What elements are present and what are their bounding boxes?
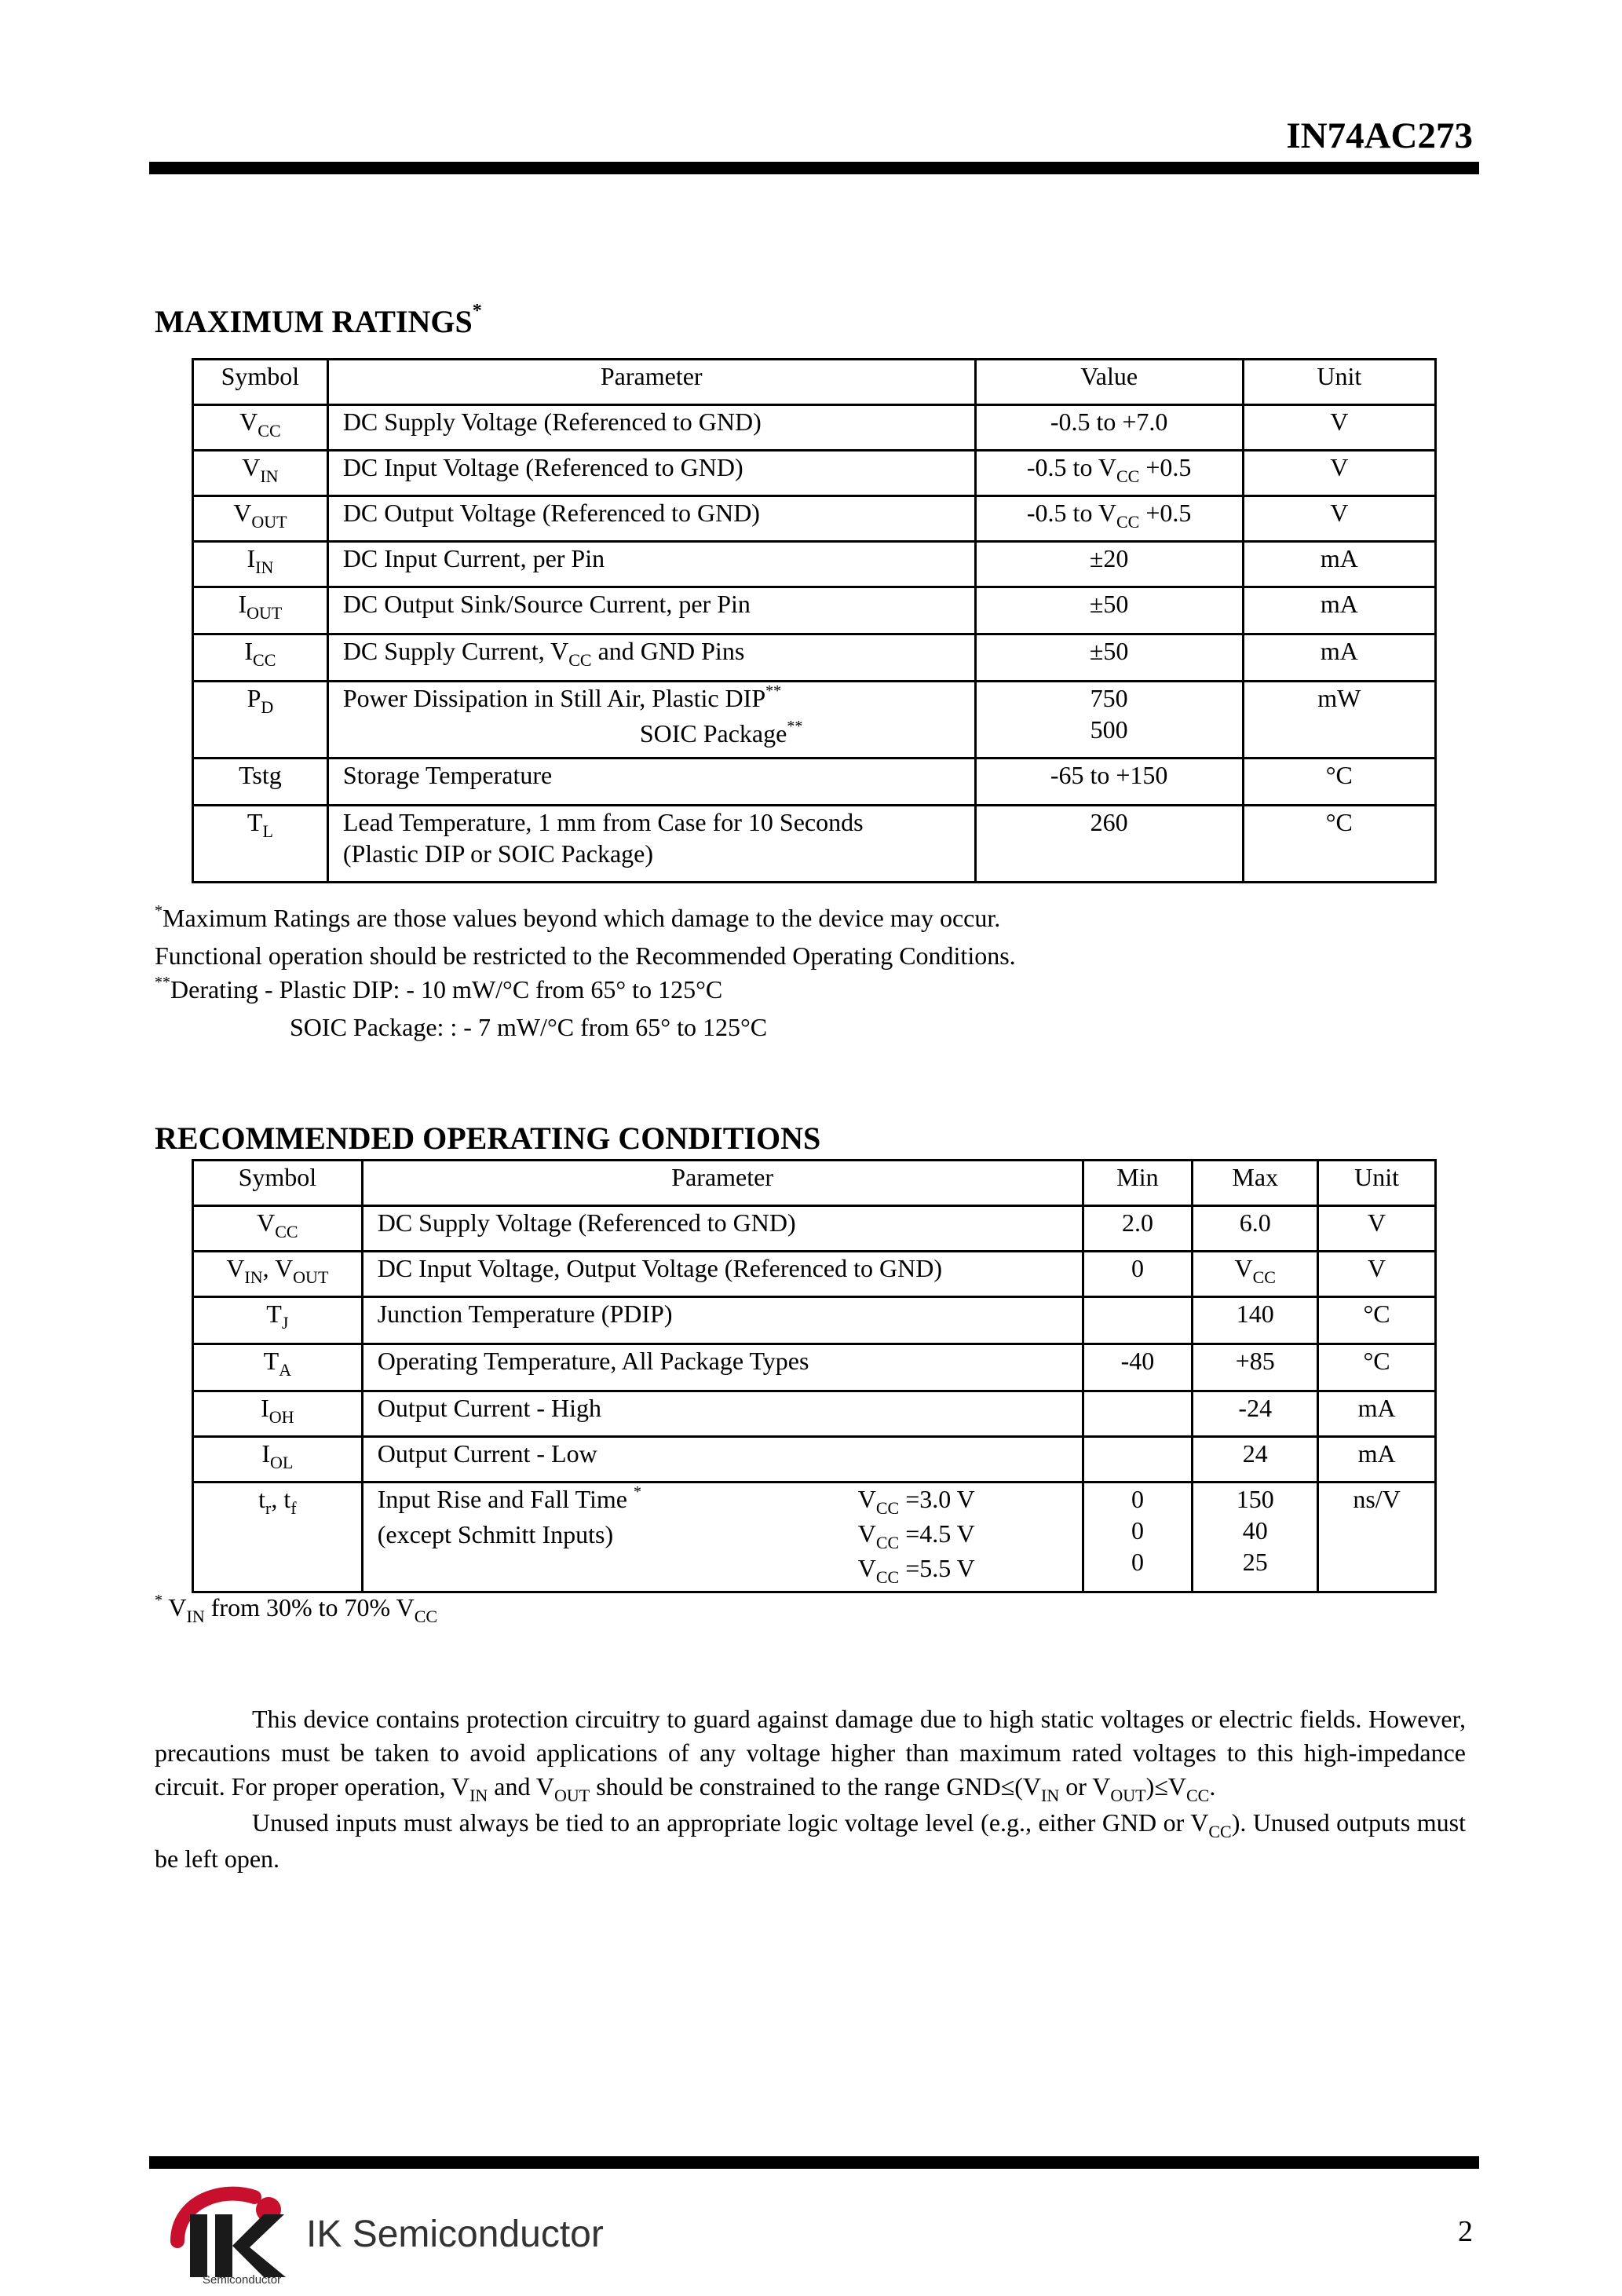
symbol-cell: [193, 1483, 363, 1592]
parameter-cell: [327, 682, 975, 759]
footer-rule: [149, 2156, 1479, 2169]
footnote-mark: **: [787, 718, 803, 735]
value-text: -0.5 to V: [1026, 499, 1116, 527]
table-row: [193, 1206, 1436, 1252]
table-header-row: [193, 1161, 1436, 1206]
symbol: P: [247, 684, 261, 712]
value-cell: [975, 496, 1243, 542]
symbol-cell: Tstg: [193, 759, 328, 806]
table-row: [193, 496, 1436, 542]
col-header: Value: [975, 360, 1243, 405]
parameter-line: (Plastic DIP or SOIC Package): [342, 839, 653, 868]
parameter-cell: DC Supply Voltage (Referenced to GND): [327, 405, 975, 451]
symbol-cell: [193, 496, 328, 542]
condition-subscript: CC: [875, 1567, 900, 1587]
min-cell: [1083, 1437, 1193, 1483]
value-line: 500: [1090, 715, 1128, 744]
parameter-text: SOIC Package: [639, 719, 787, 748]
note-text: Derating - Plastic DIP: - 10 mW/°C from 65° to 125°C: [170, 975, 723, 1004]
parameter-cell: [327, 634, 975, 682]
unit-cell: °C: [1318, 1297, 1436, 1344]
value-text: +0.5: [1139, 453, 1192, 481]
unit-cell: V: [1243, 496, 1435, 542]
symbol-subscript: IN: [260, 466, 279, 486]
col-header: Max: [1193, 1161, 1318, 1206]
min-line: 0: [1131, 1485, 1144, 1513]
parameter-cell: [362, 1483, 1083, 1592]
logo-i-shape: [190, 2214, 207, 2277]
parameter-cell: Output Current - Low: [362, 1437, 1083, 1483]
condition-subscript: CC: [875, 1498, 900, 1518]
symbol-cell: [193, 682, 328, 759]
max-cell: -24: [1193, 1391, 1318, 1437]
symbol-subscript: r: [265, 1498, 272, 1518]
unit-cell: mA: [1318, 1391, 1436, 1437]
symbol: V: [233, 499, 252, 527]
symbol-cell: [193, 1437, 363, 1483]
condition-subscript: CC: [875, 1533, 900, 1552]
parameter-cell: DC Input Current, per Pin: [327, 542, 975, 587]
unit-cell: °C: [1243, 759, 1435, 806]
symbol-subscript: A: [279, 1360, 292, 1380]
max-ratings-title-mark: *: [472, 301, 482, 321]
max-cell: 6.0: [1193, 1206, 1318, 1252]
symbol: T: [263, 1347, 279, 1375]
unit-cell: V: [1243, 451, 1435, 496]
note-line: SOIC Package: : - 7 mW/°C from 65° to 125°C: [290, 1013, 768, 1041]
max-line: 25: [1242, 1548, 1268, 1576]
value-subscript: CC: [1116, 466, 1140, 486]
table-row: [193, 542, 1436, 587]
condition-item: [858, 1552, 975, 1587]
table-row: [193, 1297, 1436, 1344]
paragraph-subscript: IN: [469, 1786, 488, 1805]
parameter-text: Input Rise and Fall Time: [377, 1485, 627, 1513]
roc-table: [192, 1159, 1437, 1593]
symbol-subscript: OUT: [251, 512, 287, 532]
parameter-cell: DC Supply Voltage (Referenced to GND): [362, 1206, 1083, 1252]
paragraph-text: Unused inputs must always be tied to an appropriate logic voltage level (e.g., either GND or V: [252, 1808, 1209, 1837]
symbol: I: [244, 637, 254, 665]
parameter-cell: Operating Temperature, All Package Types: [362, 1344, 1083, 1391]
symbol-cell: [193, 542, 328, 587]
page-number: 2: [1458, 2215, 1473, 2248]
table-row: [193, 759, 1436, 806]
symbol-cell: [193, 1297, 363, 1344]
logo-k-stem-shape: [215, 2214, 232, 2277]
note-line: Functional operation should be restricted to the Recommended Operating Conditions.: [155, 941, 1016, 970]
col-header: Unit: [1318, 1161, 1436, 1206]
paragraph-subscript: CC: [1208, 1822, 1232, 1841]
max-cell: 140: [1193, 1297, 1318, 1344]
symbol-cell: [193, 634, 328, 682]
col-header: Symbol: [193, 1161, 363, 1206]
header-rule: [149, 162, 1479, 174]
value-cell: [975, 682, 1243, 759]
unit-cell: mA: [1243, 587, 1435, 634]
symbol-cell: [193, 1344, 363, 1391]
roc-note: [155, 1591, 437, 1629]
value-cell: [975, 451, 1243, 496]
note-text: V: [163, 1593, 187, 1621]
min-cell: 0: [1083, 1252, 1193, 1297]
symbol: , t: [271, 1485, 291, 1513]
symbol: I: [247, 544, 256, 572]
condition-text: =5.5 V: [899, 1554, 975, 1582]
symbol-subscript: OH: [269, 1407, 294, 1427]
unit-cell: V: [1318, 1252, 1436, 1297]
parameter-text: DC Supply Current, V: [342, 637, 569, 665]
symbol-subscript: CC: [258, 421, 281, 441]
parameter-line: [343, 682, 965, 718]
max-cell: +85: [1193, 1344, 1318, 1391]
symbol: V: [239, 408, 258, 436]
parameter-cell: DC Input Voltage, Output Voltage (Referenced to GND): [362, 1252, 1083, 1297]
unit-cell: °C: [1243, 806, 1435, 883]
condition-item: [858, 1483, 975, 1518]
min-cell: 2.0: [1083, 1206, 1193, 1252]
paragraph-subscript: OUT: [1110, 1786, 1146, 1805]
symbol-subscript: IN: [244, 1267, 263, 1287]
symbol: I: [261, 1439, 271, 1468]
max-cell: [1193, 1483, 1318, 1592]
unit-cell: °C: [1318, 1344, 1436, 1391]
company-logo-subtext: Semiconductor: [203, 2273, 282, 2287]
paragraph-text: )≤V: [1145, 1772, 1186, 1801]
company-logo-text: IK Semiconductor: [306, 2214, 604, 2255]
min-cell: [1083, 1483, 1193, 1592]
max-line: 40: [1242, 1516, 1268, 1545]
value-line: 750: [1090, 684, 1128, 712]
symbol: T: [266, 1300, 282, 1328]
symbol-cell: [193, 587, 328, 634]
footnote-mark: *: [633, 1483, 641, 1501]
paragraph-text: should be constrained to the range GND≤(V: [590, 1772, 1041, 1801]
parameter-cell: Storage Temperature: [327, 759, 975, 806]
max-line: 150: [1236, 1485, 1274, 1513]
symbol: V: [226, 1254, 245, 1282]
paragraph-subscript: IN: [1041, 1786, 1060, 1805]
symbol-subscript: OUT: [293, 1267, 329, 1287]
part-number-title: IN74AC273: [1286, 115, 1473, 156]
max-ratings-title-text: MAXIMUM RATINGS: [155, 304, 473, 339]
condition-text: V: [857, 1519, 876, 1548]
max-ratings-table: [192, 358, 1437, 883]
unit-cell: V: [1318, 1206, 1436, 1252]
parameter-cell: Output Current - High: [362, 1391, 1083, 1437]
col-header: Min: [1083, 1161, 1193, 1206]
unit-cell: mW: [1243, 682, 1435, 759]
paragraph-text: .: [1209, 1772, 1216, 1801]
note-line: [155, 973, 1016, 1011]
condition-item: [858, 1518, 975, 1552]
symbol: I: [238, 590, 247, 618]
value-cell: -0.5 to +7.0: [975, 405, 1243, 451]
parameter-cell: [327, 806, 975, 883]
symbol-subscript: D: [261, 697, 274, 717]
note-subscript: IN: [186, 1607, 205, 1626]
symbol: t: [258, 1485, 266, 1513]
symbol-subscript: OUT: [247, 603, 283, 623]
parameter-cell: Junction Temperature (PDIP): [362, 1297, 1083, 1344]
symbol-cell: [193, 1206, 363, 1252]
min-cell: [1083, 1297, 1193, 1344]
note-subscript: CC: [414, 1607, 438, 1626]
roc-title: RECOMMENDED OPERATING CONDITIONS: [155, 1121, 821, 1156]
paragraph-text: ). Unused outputs must be left open.: [155, 1808, 1467, 1873]
symbol-cell: [193, 806, 328, 883]
min-cell: -40: [1083, 1344, 1193, 1391]
max-subscript: CC: [1252, 1267, 1276, 1287]
logo-k-arm-shape: [232, 2214, 286, 2277]
max-ratings-notes: [155, 901, 1016, 1044]
unit-cell: mA: [1243, 634, 1435, 682]
col-header: Symbol: [193, 360, 328, 405]
parameter-cell: DC Output Sink/Source Current, per Pin: [327, 587, 975, 634]
symbol-cell: [193, 405, 328, 451]
parameter-cell: DC Output Voltage (Referenced to GND): [327, 496, 975, 542]
symbol-cell: [193, 1252, 363, 1297]
unit-cell: mA: [1318, 1437, 1436, 1483]
protection-paragraph: [155, 1702, 1466, 1876]
paragraph-2: [155, 1806, 1466, 1876]
parameter-subscript: CC: [568, 650, 592, 670]
footnote-mark: *: [155, 1592, 163, 1609]
parameter-line: [343, 718, 965, 753]
parameter-text: Power Dissipation in Still Air, Plastic DIP: [342, 684, 766, 712]
unit-cell: ns/V: [1318, 1483, 1436, 1592]
table-row: [193, 451, 1436, 496]
value-cell: 260: [975, 806, 1243, 883]
symbol-subscript: CC: [275, 1222, 298, 1241]
min-cell: [1083, 1391, 1193, 1437]
paragraph-text: This device contains protection circuitry to guard against damage due to high static voltages or electric fields. However, precautions must be taken to avoid applications of any voltage higher than maximum rated voltages to this high-impedance circuit. For proper operation, V: [155, 1705, 1466, 1801]
parameter-line: (except Schmitt Inputs): [377, 1520, 614, 1548]
symbol-subscript: OL: [270, 1453, 294, 1472]
paragraph-subscript: CC: [1185, 1786, 1210, 1805]
condition-text: V: [857, 1485, 876, 1513]
symbol-subscript: IN: [255, 558, 274, 577]
max-ratings-title: [155, 301, 482, 339]
col-header: Parameter: [362, 1161, 1083, 1206]
parameter-cell: DC Input Voltage (Referenced to GND): [327, 451, 975, 496]
parameter-text: and GND Pins: [591, 637, 745, 665]
table-row: [193, 682, 1436, 759]
condition-text: =4.5 V: [899, 1519, 975, 1548]
symbol-subscript: CC: [253, 650, 276, 670]
note-text: Maximum Ratings are those values beyond which damage to the device may occur.: [163, 904, 1001, 932]
value-subscript: CC: [1116, 512, 1140, 532]
condition-list: [858, 1483, 975, 1587]
max-cell: 24: [1193, 1437, 1318, 1483]
min-line: 0: [1131, 1548, 1144, 1576]
symbol: T: [247, 808, 263, 836]
table-row: [193, 1483, 1436, 1592]
footnote-mark: *: [155, 902, 163, 919]
value-cell: -65 to +150: [975, 759, 1243, 806]
symbol-cell: [193, 451, 328, 496]
table-row: [193, 1391, 1436, 1437]
symbol: , V: [262, 1254, 294, 1282]
table-row: [193, 1252, 1436, 1297]
table-row: [193, 806, 1436, 883]
value-cell: ±20: [975, 542, 1243, 587]
symbol-subscript: J: [281, 1313, 289, 1333]
symbol: V: [242, 453, 261, 481]
unit-cell: V: [1243, 405, 1435, 451]
max-cell: [1193, 1252, 1318, 1297]
condition-text: =3.0 V: [899, 1485, 975, 1513]
value-text: +0.5: [1139, 499, 1192, 527]
paragraph-text: or V: [1059, 1772, 1111, 1801]
col-header: Unit: [1243, 360, 1435, 405]
paragraph-subscript: OUT: [554, 1786, 590, 1805]
paragraph-1: [155, 1702, 1466, 1806]
table-row: [193, 634, 1436, 682]
table-header-row: [193, 360, 1436, 405]
symbol-subscript: L: [262, 821, 273, 841]
value-text: -0.5 to V: [1026, 453, 1116, 481]
footnote-mark: **: [155, 974, 170, 991]
symbol: I: [261, 1394, 269, 1422]
parameter-line: Lead Temperature, 1 mm from Case for 10 Seconds: [342, 808, 864, 836]
table-row: [193, 587, 1436, 634]
max-text: V: [1234, 1254, 1253, 1282]
note-line: [155, 901, 1016, 939]
paragraph-text: and V: [488, 1772, 555, 1801]
symbol-subscript: f: [290, 1498, 297, 1518]
symbol-cell: [193, 1391, 363, 1437]
min-line: 0: [1131, 1516, 1144, 1545]
symbol: V: [257, 1208, 276, 1237]
note-text: from 30% to 70% V: [204, 1593, 415, 1621]
table-row: [193, 1437, 1436, 1483]
value-cell: ±50: [975, 587, 1243, 634]
col-header: Parameter: [327, 360, 975, 405]
footnote-mark: **: [765, 682, 782, 700]
table-row: [193, 405, 1436, 451]
condition-text: V: [857, 1554, 876, 1582]
value-cell: ±50: [975, 634, 1243, 682]
ik-logo-icon: [166, 2186, 298, 2283]
table-row: [193, 1344, 1436, 1391]
unit-cell: mA: [1243, 542, 1435, 587]
